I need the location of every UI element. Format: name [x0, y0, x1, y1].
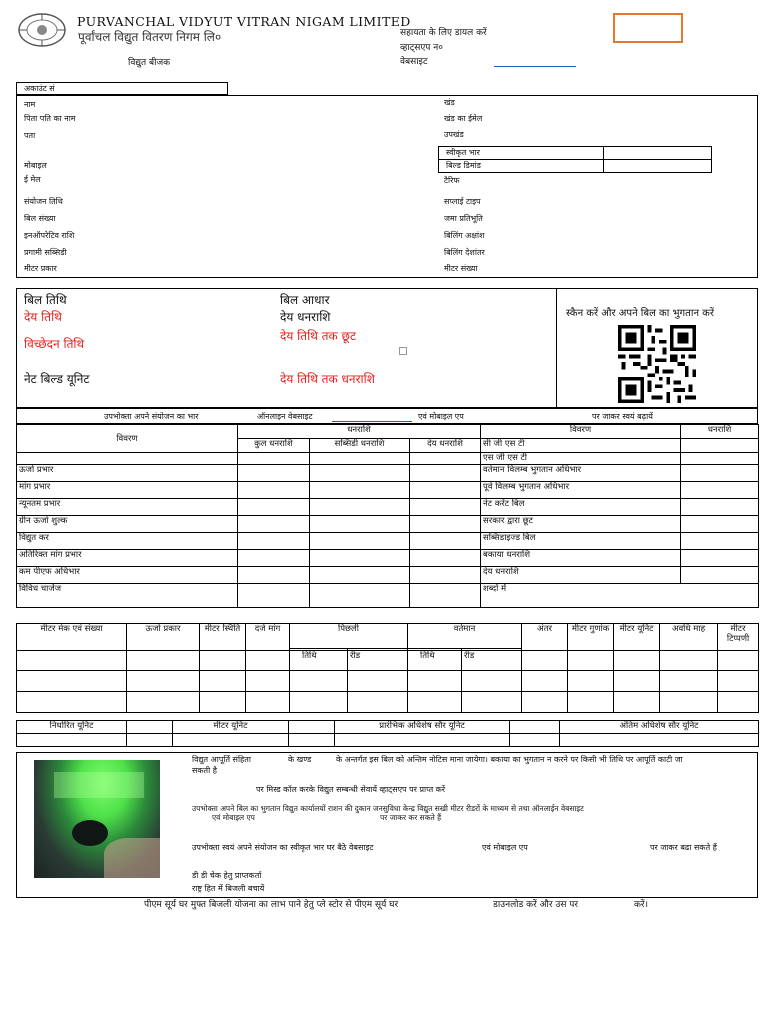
col-dhanrashi-right: धनराशि	[681, 425, 759, 439]
label-security: जमा प्रतिभूति	[444, 214, 483, 223]
help-line: सहायता के लिए डायल करें	[400, 28, 487, 38]
due-amount-label: देय धनराशि	[280, 310, 331, 324]
consumer-details-box	[16, 95, 758, 278]
label-longitude: बिलिंग देशांतर	[444, 248, 485, 257]
h-unit: मीटर यूनिट	[614, 624, 660, 651]
col-subsidy: सब्सिडी धनराशि	[310, 439, 410, 453]
h-diff: अंतर	[522, 624, 568, 651]
curr-reading: रीड	[462, 651, 522, 671]
right-row-subsidised: सब्सिडाइज्ड बिल	[481, 533, 681, 550]
meter-unit: मीटर यूनिट	[173, 721, 289, 734]
meter-photo	[34, 760, 160, 878]
assessed-unit: निर्धारित यूनिट	[17, 721, 127, 734]
website-label: वेबसाइट	[400, 57, 428, 67]
amount-by-due-label: देय तिथि तक धनराशि	[280, 372, 375, 386]
notice-l3: उपभोक्ता अपने बिल का भुगतान विद्युत कार्यालयों राशन की दुकान जनसुविधा केन्द्र विद्युत सखी मीटर रीडरों के माध्यम से तथा ऑनलाईन वेबसाइट	[192, 804, 584, 813]
notice-l1b: के खण्ड	[288, 755, 312, 764]
label-conn-date: संयोजन तिथि	[24, 197, 63, 206]
h-remark: मीटर टिप्पणी	[718, 624, 759, 651]
company-logo	[17, 12, 67, 48]
self-load-text-2: ऑनलाइन वेबसाइट	[257, 412, 313, 421]
right-row-sgst: एस जी एस टी	[481, 453, 681, 465]
row-energy: ऊर्जा प्रभार	[17, 465, 238, 482]
label-billed-demand: बिल्ड डिमांड	[446, 161, 481, 170]
right-row-words: शब्दों में	[481, 584, 759, 608]
label-latitude: बिलिंग अक्षांश	[444, 231, 485, 240]
label-tariff: टैरिफ	[444, 176, 460, 185]
label-supply-type: सप्लाई टाइप	[444, 197, 481, 206]
highlight-box	[613, 13, 683, 43]
small-square-icon	[399, 347, 407, 355]
self-load-text-1: उपभोक्ता अपने संयोजन का भार	[104, 412, 199, 421]
label-address: पता	[24, 131, 36, 140]
col-dhanrashi: धनराशि	[238, 425, 481, 439]
col-vivaran: विवरण	[17, 425, 238, 453]
notice-l4c: पर जाकर बढा सकते हैं	[650, 843, 717, 852]
h-prev: पिछली	[290, 624, 408, 649]
net-billed-unit-label: नेट बिल्ड यूनिट	[24, 372, 90, 386]
footer-pm-surya-a: पीएम सूर्य घर मुफ्त बिजली योजना का लाभ पाने हेतु प्ले स्टोर से पीएम सूर्य घर	[144, 900, 399, 910]
prev-reading: रीड	[348, 651, 408, 671]
h-energy: ऊर्जा प्रकार	[127, 624, 200, 651]
right-row-arrear: बकाया धनराशि	[481, 550, 681, 567]
h-status: मीटर स्थिति	[200, 624, 246, 651]
label-bill-no: बिल संख्या	[24, 214, 56, 223]
notice-l4a: उपभोक्ता स्वयं अपने संयोजन का स्वीकृत भार घर बैठे वेबसाइट	[192, 843, 374, 852]
right-row-prev-lps: पूर्व विलम्ब भुगतान अधिभार	[481, 482, 681, 499]
self-load-text-3: एवं मोबाइल एप	[418, 412, 464, 421]
h-demand: दर्ज मांग	[246, 624, 290, 651]
row-demand: मांग प्रभार	[17, 482, 238, 499]
h-mf: मीटर गुणांक	[568, 624, 614, 651]
label-inoperative: इनऑपरेटिव राशि	[24, 231, 75, 240]
units-table	[16, 720, 759, 747]
notice-l1a: विद्युत आपूर्ति संहिता	[192, 755, 251, 764]
col-total: कुल धनराशि	[238, 439, 310, 453]
row-misc: विविध चार्जेज	[17, 584, 238, 608]
rebate-label: देय तिथि तक छूट	[280, 329, 357, 343]
website-link-line[interactable]	[494, 66, 576, 67]
label-meter-type: मीटर प्रकार	[24, 264, 57, 273]
label-sanction-load: स्वीकृत भार	[446, 148, 480, 157]
notice-l3b: एवं मोबाइल एप	[212, 813, 255, 822]
label-subsidy: प्रगामी सब्सिडी	[24, 248, 67, 257]
row-duty: विद्युत कर	[17, 533, 238, 550]
h-curr: वर्तमान	[408, 624, 522, 649]
opening-solar: प्रारंभिक अधिशेष सौर यूनिट	[335, 721, 510, 734]
company-name-en: PURVANCHAL VIDYUT VITRAN NIGAM LIMITED	[77, 14, 411, 29]
notice-l1c: के अन्तर्गत इस बिल को अन्तिम नोटिस माना जायेगा। बकाया का भुगतान न करने पर किसी भी तिथि पर आपूर्ति काटी जा	[336, 755, 683, 764]
h-month: अवधि माह	[660, 624, 718, 651]
disconnection-date-label: विच्छेदन तिथि	[24, 337, 85, 351]
footer-pm-surya-b: डाउनलोड करें और उस पर	[493, 900, 579, 910]
bill-date-label: बिल तिथि	[24, 293, 67, 307]
row-extra-demand: अतिरिक्त मांग प्रभार	[17, 550, 238, 567]
right-row-govt-rebate: सरकार द्वारा छूट	[481, 516, 681, 533]
notice-l4b: एवं मोबाइल एप	[482, 843, 528, 852]
right-row-payable: देय धनराशि	[481, 567, 681, 584]
label-father: पिता पति का नाम	[24, 114, 76, 123]
prev-date: तिथि	[290, 651, 348, 671]
charges-table	[16, 424, 759, 608]
website-link-line-2[interactable]	[332, 421, 412, 422]
company-name-hi: पूर्वांचल विद्युत वितरण निगम लि०	[78, 30, 222, 44]
bill-basis-label: बिल आधार	[280, 293, 330, 307]
label-email: ई मेल	[24, 175, 41, 184]
account-label: अकाउंट सं	[24, 84, 55, 93]
due-date-label: देय तिथि	[24, 310, 62, 324]
notice-l3c: पर जाकर कर सकते हैं	[380, 813, 442, 822]
notice-l6: राष्ट्र हित में बिजली बचायें	[192, 884, 265, 893]
label-meter-no: मीटर संख्या	[444, 264, 478, 273]
footer-pm-surya-c: करें।	[634, 900, 649, 910]
label-khand: खंड	[444, 98, 455, 107]
notice-l1d: सकती है	[192, 766, 217, 775]
label-mobile: मोबाइल	[24, 161, 47, 170]
row-green: ग्रीन ऊर्जा शुल्क	[17, 516, 238, 533]
label-khand-email: खंड का ईमेल	[444, 114, 483, 123]
col-payable: देय धनराशि	[410, 439, 481, 453]
closing-solar: अंतिम अधिशेष सौर यूनिट	[560, 721, 759, 734]
curr-date: तिथि	[408, 651, 462, 671]
col-vivaran-right: विवरण	[481, 425, 681, 439]
scan-pay-text: स्कैन करें और अपने बिल का भुगतान करें	[566, 308, 714, 319]
right-row-cgst: सी जी एस टी	[481, 439, 681, 453]
payment-qr-code[interactable]	[616, 325, 698, 403]
doc-title: विद्युत बीजक	[128, 58, 171, 68]
row-pf: कम पीएफ अधिभार	[17, 567, 238, 584]
right-row-net-current: नेट करेंट बिल	[481, 499, 681, 516]
row-minimum: न्यूनतम प्रभार	[17, 499, 238, 516]
label-name: नाम	[24, 100, 36, 109]
h-meter-make: मीटर मेक एवं संख्या	[17, 624, 127, 651]
whatsapp-label: व्हाट्सएप न०	[400, 43, 443, 53]
notice-l2: पर मिस्ड कॉल करके विद्युत सम्बन्धी सेवायें व्हाट्सएप पर प्राप्त करें	[256, 785, 446, 794]
notice-l5: डी डी चेक हेतु प्राप्तकर्ता	[192, 871, 262, 880]
self-load-text-4: पर जाकर स्वयं बढ़ायें	[592, 412, 653, 421]
meter-table	[16, 623, 759, 713]
right-row-lps: वर्तमान विलम्ब भुगतान अधिभार	[481, 465, 681, 482]
label-upkhand: उपखंड	[444, 130, 464, 139]
